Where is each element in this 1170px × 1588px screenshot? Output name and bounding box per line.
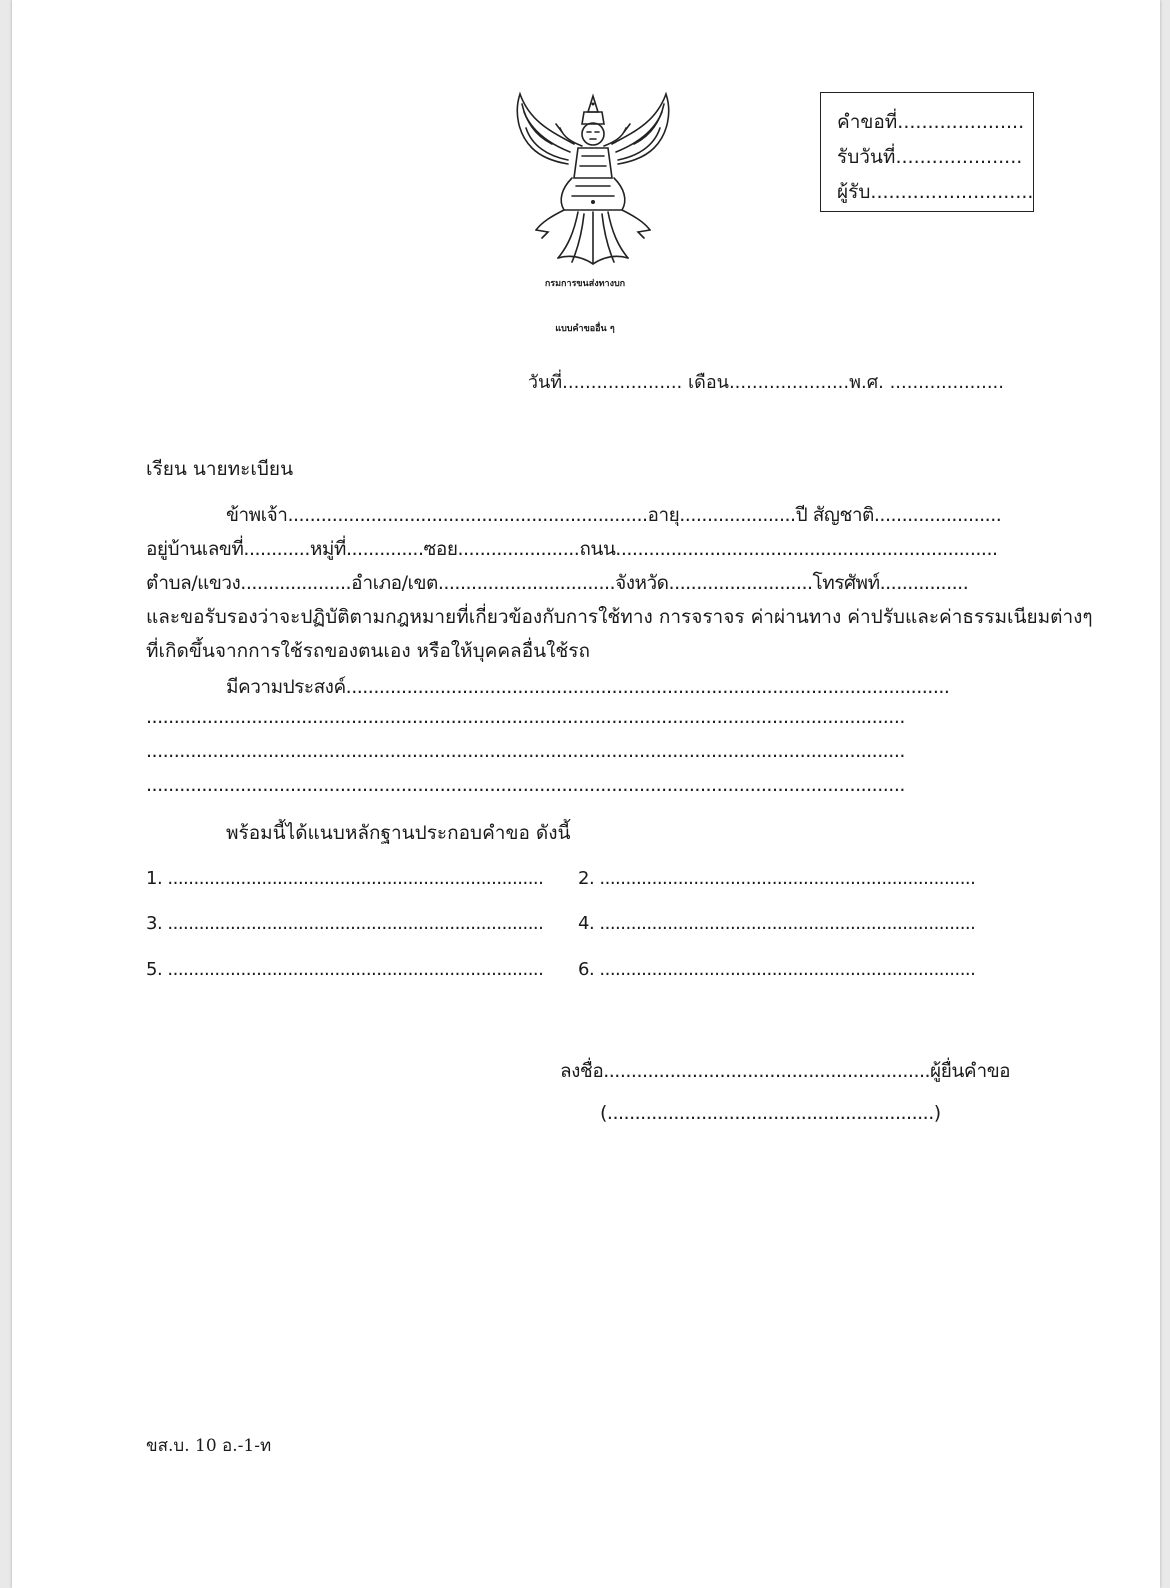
- garuda-emblem-icon: [512, 82, 674, 268]
- purpose-line[interactable]: .........................................................................................................................................: [146, 740, 905, 762]
- request-info-box: [820, 92, 1034, 212]
- receiver-field[interactable]: ผู้รับ...........................: [837, 181, 1034, 203]
- salutation: เรียน นายทะเบียน: [146, 458, 294, 480]
- attachment-item[interactable]: 6. ........................................................................: [578, 959, 976, 980]
- agency-title: กรมการขนส่งทางบก: [544, 279, 626, 289]
- printed-name-line[interactable]: (...........................................................): [600, 1102, 941, 1124]
- attachments-heading: พร้อมนี้ได้แนบหลักฐานประกอบคำขอ ดังนี้: [226, 822, 571, 844]
- request-number-field[interactable]: คำขอที่.....................: [837, 111, 1025, 133]
- address-line[interactable]: อยู่บ้านเลขที่............หมู่ที่..............ซอย......................ถนน.....................................................................: [146, 538, 998, 560]
- attachment-item[interactable]: 4. ........................................................................: [578, 913, 976, 934]
- attachment-item[interactable]: 2. ........................................................................: [578, 868, 976, 889]
- attachment-item[interactable]: 1. ........................................................................: [146, 868, 544, 889]
- document-page: [12, 0, 1160, 1588]
- purpose-line[interactable]: มีความประสงค์.............................................................................................................: [226, 676, 950, 698]
- attachment-item[interactable]: 3. ........................................................................: [146, 913, 544, 934]
- certification-text: และขอรับรองว่าจะปฏิบัติตามกฎหมายที่เกี่ยวข้องกับการใช้ทาง การจราจร ค่าผ่านทาง ค่าปรับและค่าธรรมเนียมต่างๆ: [146, 606, 1093, 628]
- district-line[interactable]: ตำบล/แขวง....................อำเภอ/เขต................................จังหวัด..........................โทรศัพท์................: [146, 572, 969, 594]
- date-line[interactable]: วันที่..................... เดือน.....................พ.ศ. ....................: [527, 372, 1004, 393]
- purpose-line[interactable]: .........................................................................................................................................: [146, 774, 905, 796]
- purpose-line[interactable]: .........................................................................................................................................: [146, 706, 905, 728]
- attachment-item[interactable]: 5. ........................................................................: [146, 959, 544, 980]
- certification-text-cont: ที่เกิดขึ้นจากการใช้รถของตนเอง หรือให้บุคคลอื่นใช้รถ: [146, 640, 590, 662]
- signature-line[interactable]: ลงชื่อ...........................................................ผู้ยื่นคำขอ: [560, 1060, 1011, 1082]
- form-title: แบบคำขออื่น ๆ: [555, 324, 615, 334]
- applicant-name-line[interactable]: ข้าพเจ้า.................................................................อายุ.....................ปี สัญชาติ.......................: [226, 504, 1002, 526]
- form-code: ขส.บ. 10 อ.-1-ท: [146, 1436, 272, 1456]
- received-date-field[interactable]: รับวันที่.....................: [837, 146, 1023, 168]
